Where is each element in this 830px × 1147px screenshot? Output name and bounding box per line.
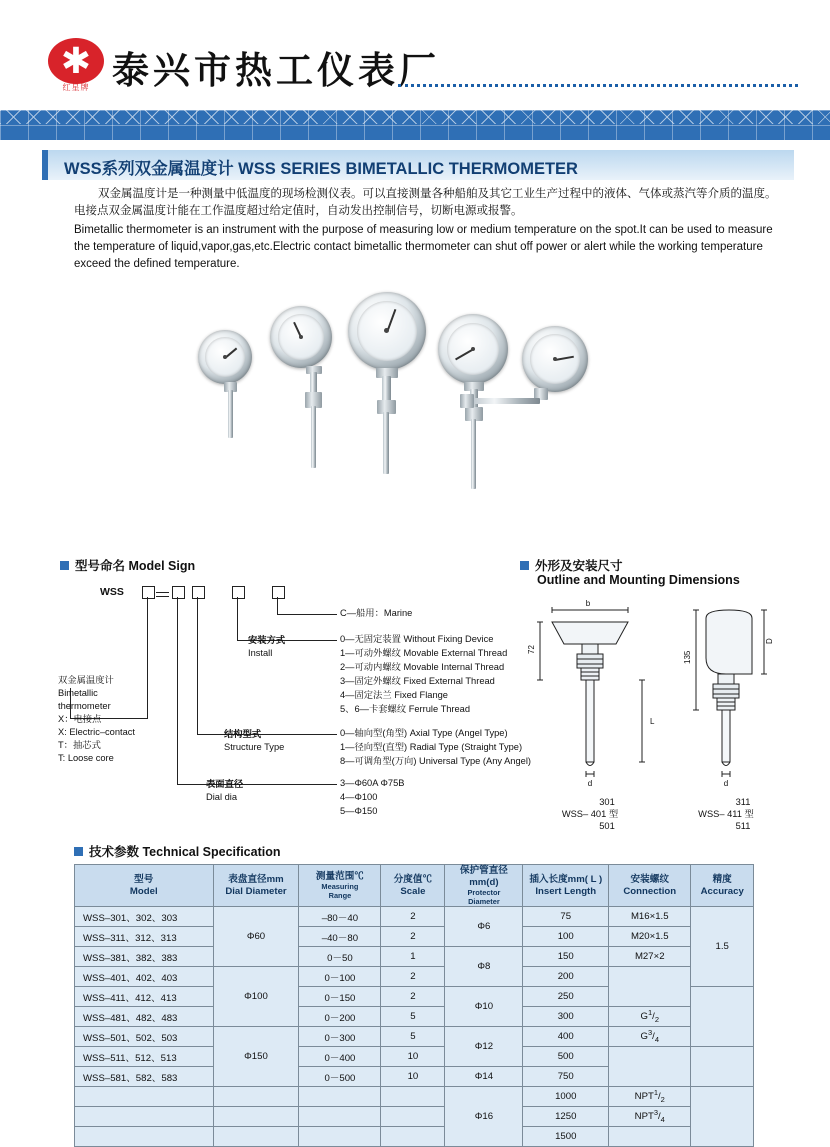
table-header-row [75,865,754,907]
svg-text:d: d [587,779,593,788]
left-label-2: thermometer [58,701,111,711]
cell-conn-npt12: $NPT^1/_2$ [609,1087,691,1107]
cell-protector-10: Φ10 [445,987,523,1027]
cell-scale-4: 2 [381,987,445,1007]
cell-insert-6: 400 [523,1027,609,1047]
legend-structure-8: 8—可调角型(万向) Universal Type (Any Angel) [340,756,531,766]
table-row [75,1087,754,1107]
left-label-4: X: Electric–contact [58,727,135,737]
legend-install-1: 1—可动外螺纹 Movable External Thread [340,648,508,658]
col-accuracy [691,865,754,907]
page-title: WSS系列双金属温度计 WSS SERIES BIMETALLIC THERMOMETER [64,160,578,178]
table-row [75,927,754,947]
table-row [75,967,754,987]
spec-heading-text: 技术参数 Technical Specification [89,845,281,859]
model-sign-heading-text: 型号命名 Model Sign [75,559,196,573]
spec-table [74,864,754,1147]
cell-model-8: WSS–581、582、583 [75,1067,214,1087]
table-row [75,947,754,967]
intro-text [74,186,784,275]
logo-brand-text: 红星牌 [62,83,90,92]
group-install-en: Install [248,648,273,658]
bullet-square-icon [60,561,69,570]
svg-text:L: L [650,717,655,726]
cell-scale-3: 2 [381,967,445,987]
table-row [75,1007,754,1027]
cell-insert-11: 1500 [523,1127,609,1147]
legend-install-2: 2—可动内螺纹 Movable Internal Thread [340,662,505,672]
model-prefix: WSS [100,586,124,598]
leader-v-4 [237,597,238,641]
outline-heading-cn: 外形及安装尺寸 [535,559,623,573]
outline-heading-en: Outline and Mounting Dimensions [537,573,740,587]
cell-range-6: 0－300 [299,1027,381,1047]
bullet-square-icon-2 [520,561,529,570]
company-logo [48,38,104,94]
model-box-2 [172,586,185,599]
cell-accuracy: 1.5 [691,907,754,987]
col-insert-cn: 插入长度mm( L ) [529,874,603,885]
cell-protector-8: Φ8 [445,947,523,987]
caption-left-code-3: 501 [599,821,615,831]
cell-conn-npt34: $NPT^3/_4$ [609,1107,691,1127]
company-name: 泰兴市热工仪表厂 [112,50,440,91]
leader-v-1 [147,597,148,719]
col-connection [609,865,691,907]
caption-right-code-2: 411 型 [727,809,754,819]
cell-insert-2: 150 [523,947,609,967]
caption-left-code-3-wrap [562,820,652,832]
left-label-0: 双金属温度计 [58,675,114,685]
leader-v-5 [277,597,278,615]
table-row [75,1107,754,1127]
cell-dial-100: Φ100 [213,967,299,1027]
model-sign-heading [60,556,195,574]
col-accuracy-cn: 精度 [712,874,732,885]
group-structure-cn: 结构型式 [224,729,262,739]
cell-protector-6: Φ6 [445,907,523,947]
col-model-en: Model [129,885,158,897]
cell-conn-g12: $G^1/_2$ [609,1007,691,1027]
legend-marine: C—船用：Marine [340,608,413,618]
col-scale-cn: 分度值℃ [393,874,433,885]
cell-dial-150: Φ150 [213,1027,299,1087]
cell-insert-8: 750 [523,1067,609,1087]
left-label-1: Bimetallic [58,688,98,698]
cell-range-8: 0－500 [299,1067,381,1087]
cell-scale-blank-2 [381,1107,445,1127]
cell-model-2: WSS–381、382、383 [75,947,214,967]
band-zigzag-pattern [0,110,830,124]
cell-model-0: WSS–301、302、303 [75,907,214,927]
col-accuracy-en: Accuracy [700,885,744,897]
caption-right-code-3: 511 [735,821,751,831]
col-dial-cn: 表盘直径mm [228,874,284,885]
col-connection-cn: 安装螺纹 [630,874,669,885]
model-box-5 [272,586,285,599]
group-dial-en: Dial dia [206,792,238,802]
intro-paragraph-en: Bimetallic thermometer is an instrument with the purpose of measuring low or medium temperature on the spot.It can be used to measure the temperature of liquid,vapor,gas,etc.Electric contact bimetallic thermometer can shut off power or alert while the working temperature exceed the defined temperature. [74,224,773,270]
col-protector-en: Protector Diameter [467,888,501,906]
cell-range-blank-1 [299,1087,381,1107]
cell-conn-empty-2 [609,1047,691,1087]
bullet-square-icon-3 [74,847,83,856]
caption-left-codes [562,796,652,808]
page-header [0,0,830,140]
cell-range-0: –80－40 [299,907,381,927]
intro-paragraph-cn: 双金属温度计是一种测量中低温度的现场检测仪表。可以直接测量各种船舶及其它工业生产过程中的液体、气体或蒸汽等介质的温度。电接点双金属温度计能在工作温度超过给定值时，自动发出控制信号，切断电源或报警。 [74,188,777,217]
col-protector-cn: 保护管直径mm(d) [459,865,508,888]
cell-accuracy-blank-2 [691,1047,754,1087]
svg-text:135: 135 [683,650,692,664]
cell-scale-8: 10 [381,1067,445,1087]
section-title-band [42,150,794,180]
cell-model-blank-2 [75,1107,214,1127]
leader-h-5 [277,614,337,615]
group-dial-cn: 表面直径 [206,779,244,789]
col-range [299,865,381,907]
group-structure-en: Structure Type [224,742,285,752]
cell-insert-1: 100 [523,927,609,947]
cell-conn-1: M20×1.5 [609,927,691,947]
svg-text:D: D [765,638,774,644]
leader-v-3 [197,597,198,735]
col-insert-en: Insert Length [535,885,597,897]
caption-right-code-1: 311 [735,797,751,807]
legend-install-3: 3—固定外螺纹 Fixed External Thread [340,676,495,686]
leader-h-3 [197,734,337,735]
cell-model-5: WSS–481、482、483 [75,1007,214,1027]
model-sign-diagram [58,578,531,828]
legend-structure-0: 0—轴向型(角型) Axial Type (Angel Type) [340,728,508,738]
table-row [75,1027,754,1047]
star-icon: ✱ [60,40,92,81]
col-protector [445,865,523,907]
legend-structure-1: 1—径向型(直型) Radial Type (Straight Type) [340,742,523,752]
caption-right-codes [698,796,788,808]
cell-insert-10: 1250 [523,1107,609,1127]
caption-right [664,808,788,820]
cell-insert-5: 300 [523,1007,609,1027]
cell-range-1: –40－80 [299,927,381,947]
cell-conn-g34: $G^3/_4$ [609,1027,691,1047]
cell-range-7: 0－400 [299,1047,381,1067]
leader-v-2 [177,597,178,785]
cell-insert-3: 200 [523,967,609,987]
cell-model-7: WSS–511、512、513 [75,1047,214,1067]
cell-model-4: WSS–411、412、413 [75,987,214,1007]
left-label-3: X：电接点 [58,714,102,724]
cell-insert-0: 75 [523,907,609,927]
leader-h-2 [177,784,337,785]
col-dial-en: Dial Diameter [225,885,287,897]
cell-range-5: 0－200 [299,1007,381,1027]
spec-table-wrap [74,864,754,1147]
product-photo-group [180,288,650,528]
cell-dial-blank-2 [213,1107,299,1127]
cell-range-3: 0－100 [299,967,381,987]
cell-range-2: 0－50 [299,947,381,967]
model-dash-2 [156,596,169,597]
cell-conn-empty-1 [609,967,691,1007]
outline-svg [520,578,800,828]
cell-scale-7: 10 [381,1047,445,1067]
cell-scale-2: 1 [381,947,445,967]
caption-right-code-3-wrap [698,820,788,832]
cell-scale-5: 5 [381,1007,445,1027]
svg-text:72: 72 [527,645,536,654]
legend-dial-4: 4—Φ100 [340,792,378,802]
cell-dial-blank-1 [213,1087,299,1107]
group-install-cn: 安装方式 [248,635,286,645]
caption-right-model: WSS– [698,809,725,819]
model-box-3 [192,586,205,599]
legend-dial-3: 3—Φ60A Φ75B [340,778,405,788]
cell-insert-4: 250 [523,987,609,1007]
cell-model-6: WSS–501、502、503 [75,1027,214,1047]
cell-insert-9: 1000 [523,1087,609,1107]
legend-install-5: 5、6—卡套螺纹 Ferrule Thread [340,704,471,714]
outline-heading [520,556,623,574]
legend-dial-5: 5—Φ150 [340,806,378,816]
col-model [75,865,214,907]
cell-model-1: WSS–311、312、313 [75,927,214,947]
col-scale [381,865,445,907]
header-blue-band [0,110,830,140]
model-dash-1 [156,592,169,593]
cell-range-4: 0－150 [299,987,381,1007]
cell-conn-2: M27×2 [609,947,691,967]
cell-protector-14: Φ14 [445,1067,523,1087]
caption-left-model: WSS– [561,809,589,819]
cell-protector-12: Φ12 [445,1027,523,1067]
cell-protector-16: Φ16 [445,1087,523,1147]
svg-text:b: b [585,599,591,608]
left-label-6: T: Loose core [58,753,114,763]
col-dial [213,865,299,907]
header-dotted-rule [398,72,798,87]
cell-accuracy-blank-1 [691,987,754,1047]
svg-text:d: d [723,779,729,788]
cell-accuracy-blank-3 [691,1087,754,1147]
cell-range-blank-2 [299,1107,381,1127]
caption-left-code-1: 301 [599,797,615,807]
cell-model-3: WSS–401、402、403 [75,967,214,987]
caption-left [528,808,652,820]
legend-install-0: 0—无固定装置 Without Fixing Device [340,634,494,644]
col-scale-en: Scale [400,885,426,897]
model-box-4 [232,586,245,599]
model-box-1 [142,586,155,599]
left-label-5: T：抽芯式 [58,740,101,750]
caption-left-code-2: 401 型 [590,809,619,819]
table-row [75,1047,754,1067]
cell-scale-blank-1 [381,1087,445,1107]
col-range-en: Measuring Range [321,882,359,901]
table-row [75,907,754,927]
col-insert [523,865,609,907]
cell-dial-60: Φ60 [213,907,299,967]
cell-conn-0: M16×1.5 [609,907,691,927]
cell-scale-0: 2 [381,907,445,927]
spec-heading [74,842,280,860]
col-range-cn: 测量范围℃ [315,870,364,882]
col-connection-en: Connection [623,885,677,897]
cell-scale-6: 5 [381,1027,445,1047]
cell-scale-1: 2 [381,927,445,947]
legend-install-4: 4—固定法兰 Fixed Flange [340,690,448,700]
col-model-cn: 型号 [134,874,154,885]
outline-drawings [520,578,800,831]
cell-insert-7: 500 [523,1047,609,1067]
cell-model-blank-1 [75,1087,214,1107]
